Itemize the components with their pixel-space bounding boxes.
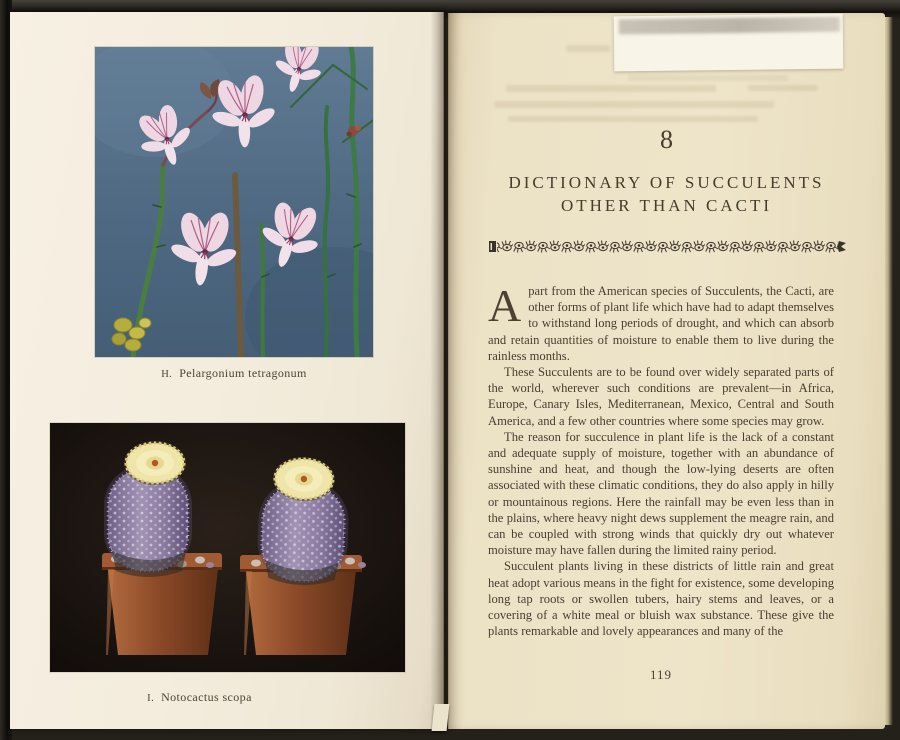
- showthrough-smudge: [628, 75, 788, 81]
- page-number: 119: [649, 667, 673, 682]
- paragraph-1: Apart from the American species of Succulents, the Cacti, are other forms of plant life which have had to adapt themselves to withstand long periods of drought, and which can absorb and retain quantities of moisture to enable them to live during the rainless months.: [488, 280, 834, 363]
- showthrough-smudge: [748, 85, 818, 91]
- showthrough-smudge: [506, 85, 716, 92]
- showthrough-smudge: [566, 45, 610, 52]
- plate-caption-label: H.: [161, 369, 173, 380]
- pasted-label-sticker: [614, 14, 844, 72]
- chapter-number: 8: [660, 125, 673, 154]
- paragraph-3: The reason for succulence in plant life is the lack of a constant and adequate supply of moisture, together with an abundance of sunshine and heat, and though the low-lying deserts are often associated with these climatic conditions, they do also apply in hilly or mountainous regions. Here the rainfall may be even less than in the plains, where heavy night dews supplement the meagre rain, and can be coupled with strong winds that quickly dry out whatever moisture may have fallen during the limited rainy period.: [488, 429, 834, 558]
- notocactus-photo: [50, 423, 405, 672]
- plate-caption-label: I.: [147, 693, 155, 704]
- paragraph-2: These Succulents are to be found over widely separated parts of the world, wherever such conditions are prevalent—in Africa, Europe, Canary Isles, Mediterranean, Mexico, Central and South America, and a few other countries where some species may grow.: [488, 365, 834, 428]
- paragraph-4: Succulent plants living in these districts of little rain and great heat adopt various means in the fight for existence, some developing long tap roots or swollen tubers, hairy stems and leaves, or a covering of a white meal or bluish wax substance. These give the plants remarkable and lovely appearances and many of the: [488, 559, 834, 639]
- notocactus-illustration: [50, 423, 405, 672]
- chapter-title-line-2: OTHER THAN CACTI: [560, 195, 773, 215]
- left-page: [10, 12, 444, 729]
- pelargonium-illustration: [95, 47, 373, 357]
- fore-edge-pages: [885, 17, 893, 725]
- drop-cap: A: [488, 280, 522, 331]
- underlying-page-edge: [432, 704, 450, 731]
- plate-caption-text: Pelargonium tetragonum: [179, 366, 307, 380]
- pelargonium-photo: [95, 47, 373, 357]
- body-text: [488, 280, 834, 639]
- showthrough-smudge: [508, 116, 758, 122]
- chapter-title-line-1: DICTIONARY OF SUCCULENTS: [508, 173, 825, 192]
- right-page: [448, 13, 885, 729]
- ornament-band: [489, 239, 846, 254]
- plate-caption-text: Notocactus scopa: [161, 690, 252, 704]
- plate-caption-notocactus: [22, 690, 377, 705]
- showthrough-smudge: [494, 101, 774, 108]
- plate-caption-pelargonium: [95, 366, 373, 381]
- chapter-title: [448, 172, 885, 217]
